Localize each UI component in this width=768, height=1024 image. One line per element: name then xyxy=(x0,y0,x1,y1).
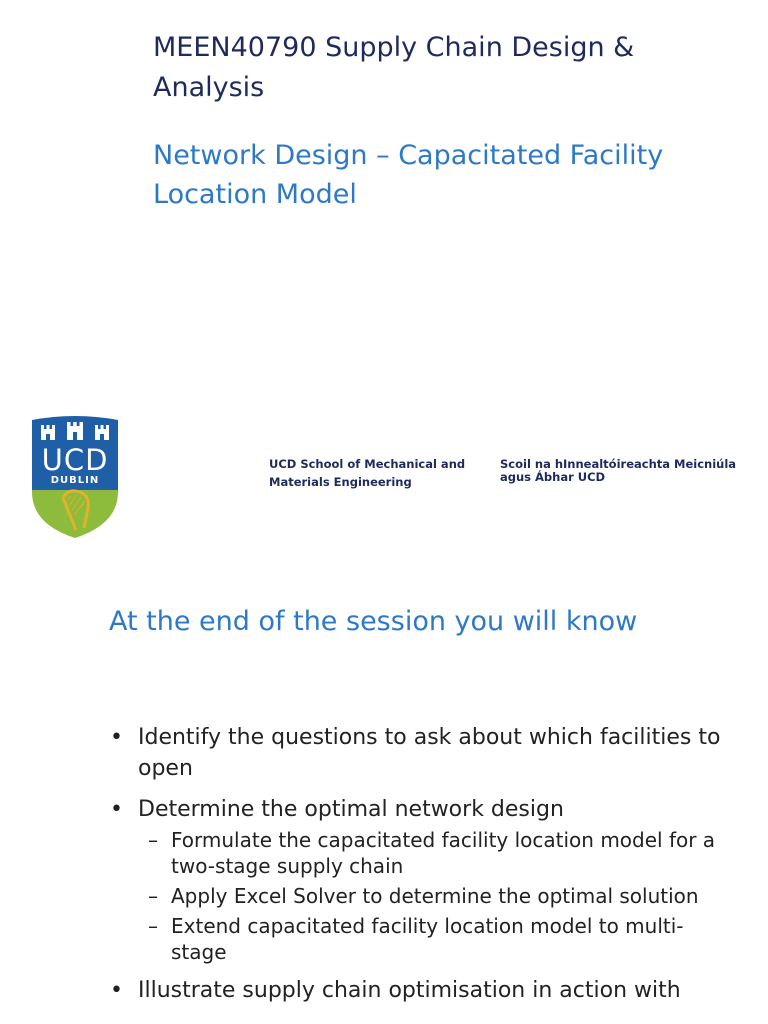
bullet-text: Identify the questions to ask about which facilities to open xyxy=(138,725,721,781)
list-item xyxy=(108,722,728,784)
course-title: MEEN40790 Supply Chain Design & Analysis xyxy=(153,32,635,103)
bullet-icon: • xyxy=(110,797,123,822)
sub-list xyxy=(138,827,728,965)
sub-item-text: Formulate the capacitated facility location model for a two-stage supply chain xyxy=(171,828,716,878)
dash-icon: – xyxy=(148,884,158,908)
objectives-heading: At the end of the session you will know xyxy=(109,606,638,637)
objectives-slide xyxy=(0,550,768,1024)
dash-icon: – xyxy=(148,914,158,938)
dash-icon: – xyxy=(148,828,158,852)
sub-list-item xyxy=(138,913,728,965)
logo-text-dublin: DUBLIN xyxy=(50,475,100,486)
bullet-icon: • xyxy=(110,725,123,750)
list-item xyxy=(108,975,728,1006)
bullet-text: Determine the optimal network design xyxy=(138,797,564,822)
sub-item-text: Extend capacitated facility location model to multi-stage xyxy=(171,914,684,964)
bullet-icon: • xyxy=(110,978,123,1003)
school-name-irish: Scoil na hInnealtóireachta Meicniúla agus Ábhar UCD xyxy=(500,457,737,484)
bullet-text: Illustrate supply chain optimisation in action with xyxy=(138,978,681,1003)
lecture-subtitle: Network Design – Capacitated Facility Location Model xyxy=(153,140,664,210)
school-name-english: UCD School of Mechanical and Materials Engineering xyxy=(269,457,466,489)
sub-list-item xyxy=(138,827,728,879)
sub-item-text: Apply Excel Solver to determine the optimal solution xyxy=(171,884,699,908)
objectives-list xyxy=(108,722,728,1016)
logo-text-ucd: UCD xyxy=(41,443,109,477)
sub-list-item xyxy=(138,883,728,909)
list-item xyxy=(108,794,728,965)
